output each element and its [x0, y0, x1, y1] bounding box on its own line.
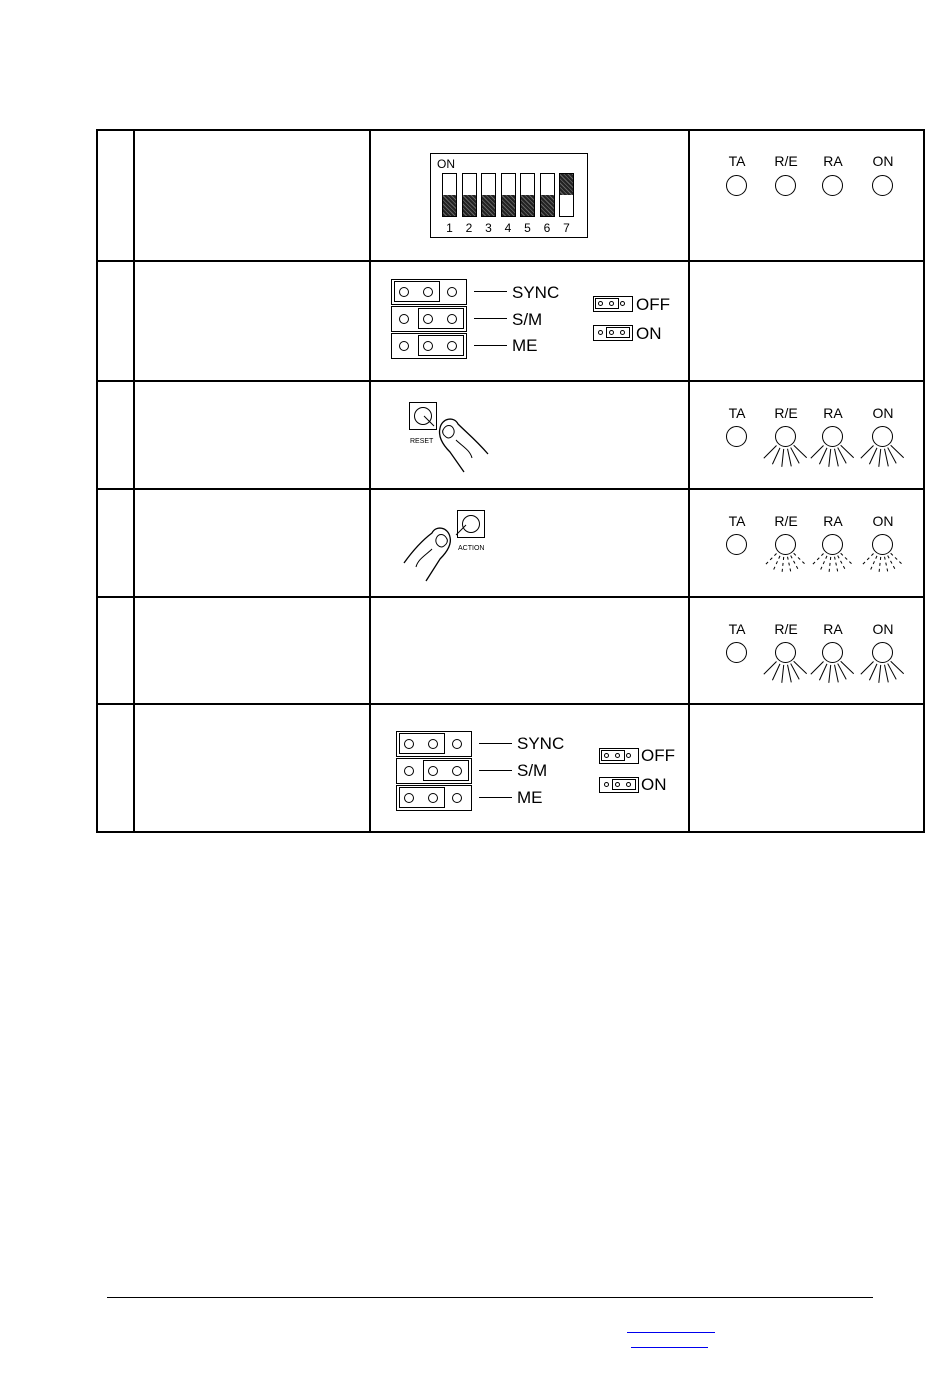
led-label-ra: RA [823, 153, 843, 169]
legend-pin [620, 330, 625, 335]
jumper-pin [452, 793, 462, 803]
jumper-label-me: ME [512, 336, 538, 355]
led-label-on: ON [872, 513, 894, 529]
led-label-re: R/E [774, 621, 798, 637]
footer-rule [107, 1297, 873, 1298]
led-label-ta: TA [728, 153, 746, 169]
led-ray [819, 664, 827, 680]
led-label-ra: RA [823, 621, 843, 637]
legend-pin [598, 301, 603, 306]
led-label-re: R/E [774, 513, 798, 529]
jumper-pin [404, 739, 414, 749]
led-ray [885, 665, 889, 683]
led-label-ta: TA [728, 513, 746, 529]
led-ray [782, 665, 784, 683]
legend-on-label: ON [636, 324, 662, 343]
legend-pin [620, 301, 625, 306]
footer-link[interactable] [631, 1347, 708, 1348]
jumper-pin [404, 793, 414, 803]
dip-position-label: 2 [465, 221, 473, 235]
led-label-on: ON [872, 153, 894, 169]
jumper-pin [452, 739, 462, 749]
legend-pin [604, 753, 609, 758]
led-ray [869, 664, 877, 680]
jumper-pin [428, 793, 438, 803]
jumper-label-sync: SYNC [512, 283, 560, 302]
led-label-ta: TA [728, 621, 746, 637]
legend-pin [615, 753, 620, 758]
jumper-label-sm: S/M [512, 310, 543, 329]
legend-pin [604, 782, 609, 787]
jumper-leader [479, 770, 512, 771]
led-label-ra: RA [823, 513, 843, 529]
led-ray [861, 661, 874, 674]
dip-position-label: 4 [504, 221, 512, 235]
legend-pin [615, 782, 620, 787]
jumper-label-sm: S/M [517, 761, 548, 780]
dip-position-label: 7 [563, 221, 570, 235]
led-label-on: ON [872, 621, 894, 637]
jumper-label-me: ME [517, 788, 543, 807]
footer-link[interactable] [627, 1332, 715, 1333]
jumper-pin [452, 766, 462, 776]
jumper-leader [479, 743, 512, 744]
legend-pin [626, 753, 631, 758]
led-label-re: R/E [774, 405, 798, 421]
led-label-ra: RA [823, 405, 843, 421]
dip-on-label: ON [437, 157, 455, 171]
legend-pin [609, 330, 614, 335]
led-ray [764, 661, 777, 674]
legend-pin [609, 301, 614, 306]
legend-on-label: ON [641, 775, 667, 794]
reset-label: RESET [410, 438, 434, 445]
led-ray [788, 665, 792, 683]
led-ray [811, 661, 824, 674]
led-ray [772, 664, 780, 680]
dip-position-label: 5 [524, 221, 531, 235]
led-ray [835, 665, 839, 683]
action-label: ACTION [458, 545, 485, 552]
jumper-pin [428, 739, 438, 749]
dip-position-label: 1 [446, 221, 453, 235]
jumper-label-sync: SYNC [517, 734, 565, 753]
legend-pin [626, 782, 631, 787]
jumper-pin [404, 766, 414, 776]
jumper-leader [479, 797, 512, 798]
led-label-on: ON [872, 405, 894, 421]
legend-pin [598, 330, 603, 335]
jumper-pin [428, 766, 438, 776]
led-ray [829, 665, 831, 683]
led-label-ta: TA [728, 405, 746, 421]
dip-position-label: 6 [543, 221, 551, 235]
dip-position-label: 3 [485, 221, 492, 235]
legend-off-label: OFF [636, 295, 670, 314]
legend-off-label: OFF [641, 746, 675, 765]
led-ray [879, 665, 881, 683]
led-label-re: R/E [774, 153, 798, 169]
